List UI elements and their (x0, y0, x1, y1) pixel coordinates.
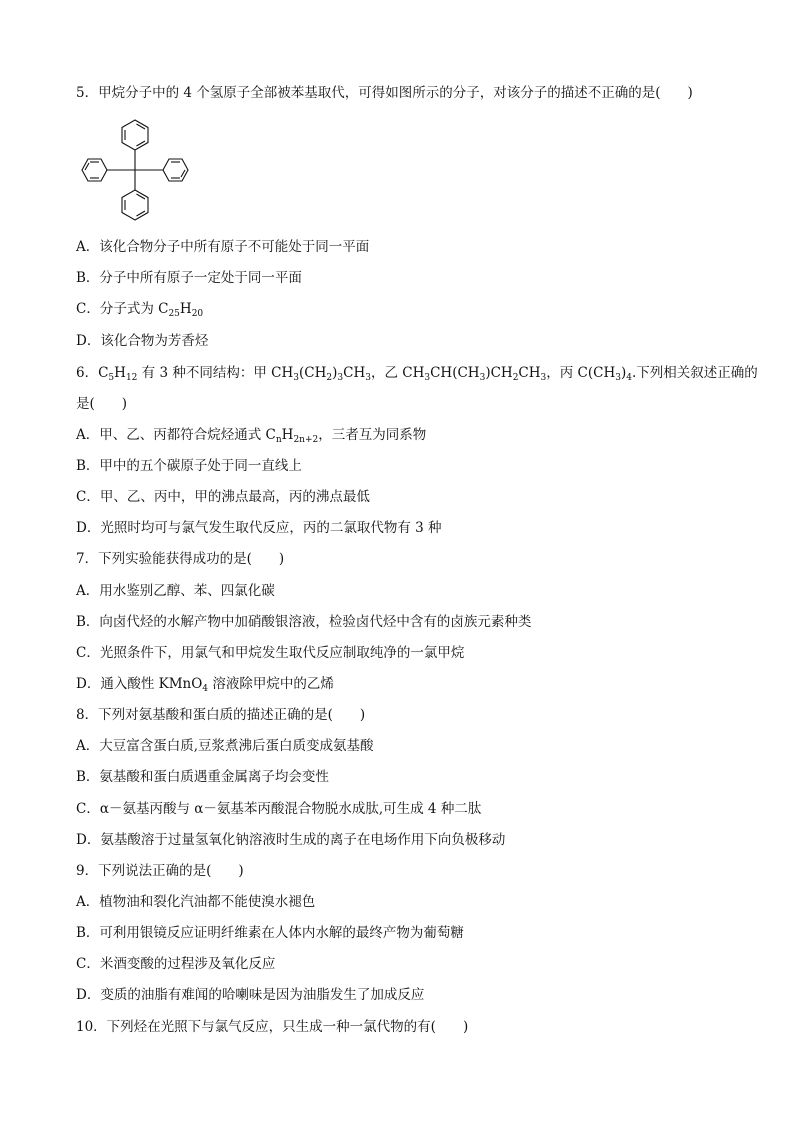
q9-option-c: C．米酒变酸的过程涉及氧化反应 (76, 956, 276, 972)
q6-stem-sub: 2 (512, 373, 519, 383)
q6-stem-sub: 5 (108, 373, 115, 383)
q6-stem-text: ) (332, 365, 338, 381)
q6-a-text: ，三者互为同系物 (318, 427, 427, 443)
q6-stem-text: .下列相关叙述正确的 (632, 365, 758, 381)
q10-stem: 10．下列烃在光照下与氯气反应，只生成一种一氯代物的有( ) (76, 1019, 469, 1035)
q8-option-b: B．氨基酸和蛋白质遇重金属离子均会变性 (76, 769, 329, 785)
q5-c-sub: 25 (168, 309, 180, 319)
q6-option-b: B．甲中的五个碳原子处于同一直线上 (76, 458, 302, 474)
q6-stem-continued: 是( ) (76, 396, 128, 412)
q5-stem: 5．甲烷分子中的 4 个氢原子全部被苯基取代，可得如图所示的分子，对该分子的描述不正确的是( ) (76, 85, 693, 101)
q6-stem-sub: 3 (365, 373, 371, 383)
q9-option-d: D．变质的油脂有难闻的哈喇味是因为油脂发生了加成反应 (76, 987, 425, 1003)
q7-option-b: B．向卤代烃的水解产物中加硝酸银溶液，检验卤代烃中含有的卤族元素种类 (76, 614, 532, 630)
q6-a-sub: n (275, 435, 282, 445)
q6-stem-text: ，乙 CH (370, 365, 425, 381)
q8-stem: 8．下列对氨基酸和蛋白质的描述正确的是( ) (76, 707, 366, 723)
q6-stem-text: CH (343, 365, 366, 381)
q6-a-text: H (281, 427, 294, 443)
q6-stem-sub: 3 (337, 373, 344, 383)
q5-option-c (76, 300, 203, 323)
q6-stem-sub: 3 (424, 373, 431, 383)
q8-option-a: A．大豆富含蛋白质,豆浆煮沸后蛋白质变成氨基酸 (76, 738, 374, 754)
q9-option-b: B．可利用银镜反应证明纤维素在人体内水解的最终产物为葡萄糖 (76, 925, 464, 941)
q6-a-text: A．甲、乙、丙都符合烷烃通式 C (76, 427, 276, 443)
q5-c-sub: 20 (191, 309, 204, 319)
q6-stem-text: ，丙 C(CH (546, 365, 616, 381)
q6-stem-sub: 4 (626, 373, 633, 383)
q6-stem-text: ) (621, 365, 627, 381)
q7-d-text: 溶液除甲烷中的乙烯 (208, 676, 334, 692)
q6-stem-text: 有 3 种不同结构：甲 CH (137, 365, 294, 381)
q8-option-d: D．氨基酸溶于过量氢氧化钠溶液时生成的离子在电场作用下向负极移动 (76, 832, 506, 848)
q7-option-a: A．用水鉴别乙醇、苯、四氯化碳 (76, 583, 275, 599)
q6-stem-sub: 3 (540, 373, 547, 383)
q7-stem: 7．下列实验能获得成功的是( ) (76, 551, 285, 567)
q5-c-text: H (179, 301, 192, 317)
q7-d-sub: 4 (202, 684, 209, 694)
q6-stem-text: CH(CH (430, 365, 480, 381)
q7-option-c: C．光照条件下，用氯气和甲烷发生取代反应制取纯净的一氯甲烷 (76, 645, 465, 661)
q6-stem-sub: 3 (479, 373, 486, 383)
q9-option-a: A．植物油和裂化汽油都不能使溴水褪色 (76, 894, 316, 910)
q6-option-c: C．甲、乙、丙中，甲的沸点最高，丙的沸点最低 (76, 489, 370, 505)
q5-option-d: D．该化合物为芳香烃 (76, 333, 209, 349)
q5-c-text: C．分子式为 C (76, 301, 169, 317)
q5-option-b: B．分子中所有原子一定处于同一平面 (76, 270, 302, 286)
q6-stem-text: )CH (485, 365, 513, 381)
q6-option-a (76, 426, 426, 449)
q6-stem-text: H (114, 365, 126, 381)
q6-stem-text: 6．C (76, 365, 109, 381)
q6-stem-text: CH (518, 365, 541, 381)
q6-option-d: D．光照时均可与氯气发生取代反应，丙的二氯取代物有 3 种 (76, 520, 442, 536)
q8-option-c: C．α－氨基丙酸与 α－氨基苯丙酸混合物脱水成肽,可生成 4 种二肽 (76, 801, 482, 817)
q6-stem-sub: 2 (326, 373, 333, 383)
q6-stem-sub: 3 (293, 373, 299, 383)
q6-stem-sub: 12 (125, 373, 138, 383)
q6-stem (76, 364, 758, 387)
q6-stem-sub: 3 (615, 373, 621, 383)
q6-a-sub: 2n+2 (293, 435, 319, 445)
tetraphenylmethane-structure-image (74, 114, 196, 226)
q7-d-text: D．通入酸性 KMnO (76, 676, 203, 692)
q9-stem: 9．下列说法正确的是( ) (76, 863, 244, 879)
q5-option-a: A．该化合物分子中所有原子不可能处于同一平面 (76, 239, 370, 255)
q6-stem-text: (CH (298, 365, 327, 381)
q7-option-d (76, 675, 334, 698)
